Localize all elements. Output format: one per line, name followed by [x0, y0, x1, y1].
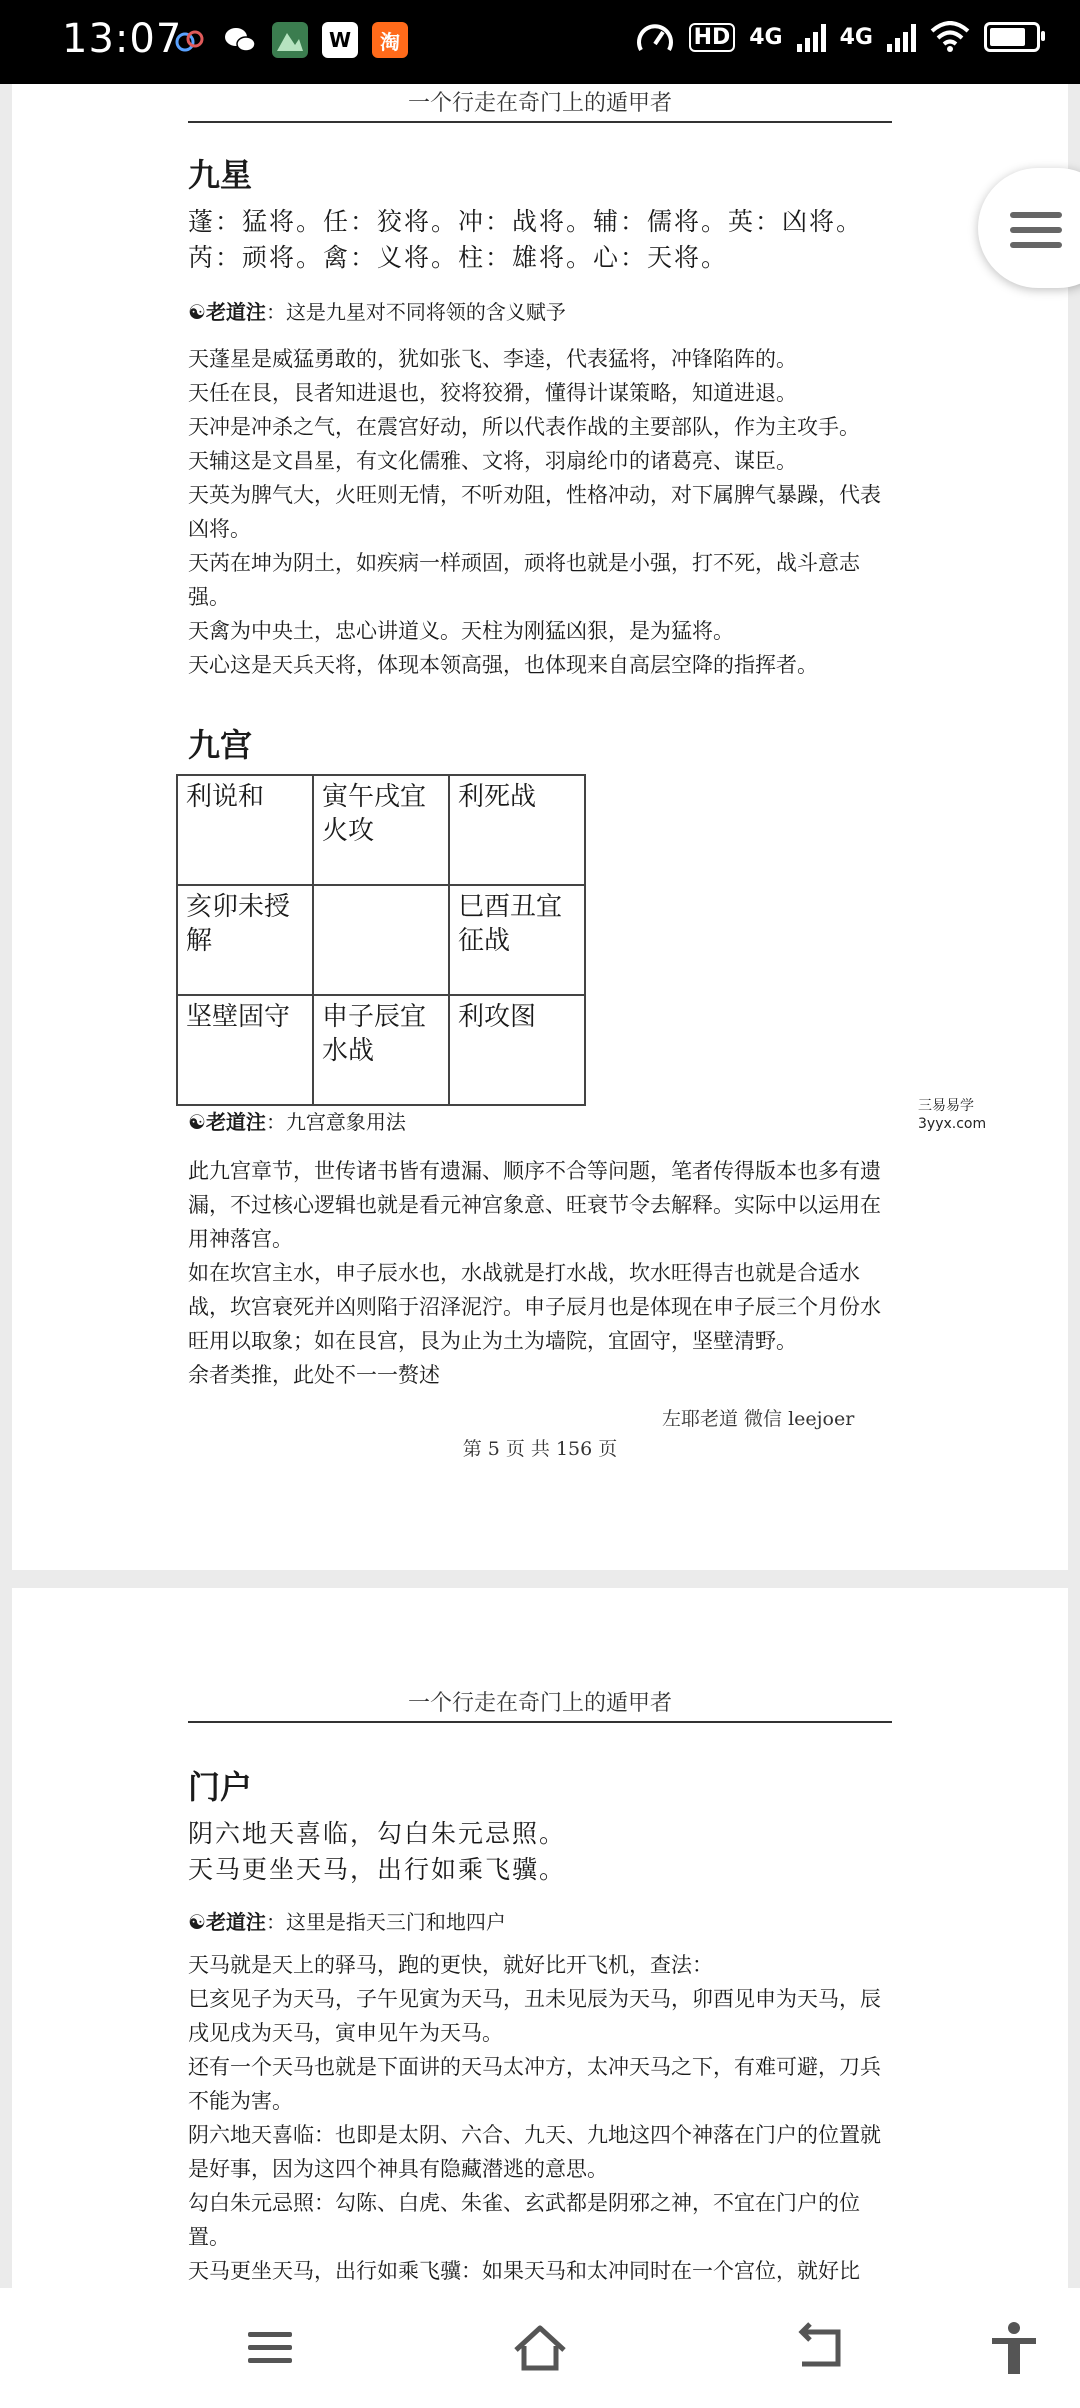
verse-block [188, 1816, 566, 1888]
weibo-app-icon [172, 22, 208, 58]
paragraph: 天辅这是文昌星，有文化儒雅、文将，羽扇纶巾的诸葛亮、谋臣。 [188, 449, 797, 473]
note-label: 老道注 [205, 300, 266, 324]
paragraph-block [188, 342, 888, 682]
wps-app-icon: W [322, 22, 358, 58]
grid-cell: 申子辰宜水战 [313, 995, 449, 1105]
grid-cell: 亥卯未授解 [177, 885, 313, 995]
signal-icon [797, 22, 826, 52]
nav-menu-button[interactable] [240, 2318, 300, 2378]
taobao-app-icon: 淘 [372, 22, 408, 58]
menu-icon [1010, 212, 1062, 257]
paragraph-block [188, 1948, 888, 2288]
accessibility-icon [986, 2320, 1042, 2376]
hd-voice-badge: HD [689, 23, 736, 52]
grid-cell: 坚壁固守 [177, 995, 313, 1105]
author-note: ☯老道注：九宫意象用法 [188, 1110, 406, 1134]
running-head: 一个行走在奇门上的遁甲者 [188, 1686, 892, 1723]
paragraph: 此九宫章节，世传诸书皆有遗漏、顺序不合等问题，笔者传得版本也多有遗漏，不过核心逻辑也就是看元神宫象意、旺衰节令去解释。实际中以运用在用神落宫。 [188, 1159, 881, 1251]
running-head: 一个行走在奇门上的遁甲者 [188, 86, 892, 123]
paragraph: 还有一个天马也就是下面讲的天马太冲方，太冲天马之下，有难可避，刀兵不能为害。 [188, 2055, 881, 2113]
grid-cell: 利说和 [177, 775, 313, 885]
note-label: 老道注 [205, 1910, 266, 1934]
paragraph: 阴六地天喜临：也即是太阴、六合、九天、九地这四个神落在门户的位置就是好事，因为这四个神具有隐藏潜逃的意思。 [188, 2123, 881, 2181]
wifi-icon [930, 21, 970, 53]
status-app-icons [172, 22, 408, 58]
verse-line: 芮：顽将。禽：义将。柱：雄将。心：天将。 [188, 243, 729, 272]
section-title-gates: 门户 [188, 1768, 253, 1806]
nav-accessibility-button[interactable] [984, 2318, 1044, 2378]
gallery-app-icon [272, 22, 308, 58]
battery-icon [984, 22, 1040, 52]
nav-home-button[interactable] [510, 2318, 570, 2378]
status-bar [0, 0, 1080, 84]
system-nav-bar [0, 2288, 1080, 2408]
yin-yang-icon: ☯ [188, 300, 206, 324]
author-note: ☯老道注：这是九星对不同将领的含义赋予 [188, 300, 566, 324]
yin-yang-icon: ☯ [188, 1910, 206, 1934]
document-page-6 [12, 1588, 1068, 2288]
nav-back-button[interactable] [790, 2318, 850, 2378]
note-text: 这里是指天三门和地四户 [285, 1910, 506, 1934]
footer-author: 左耶老道 微信 leejoer [662, 1408, 855, 1430]
paragraph: 巳亥见子为天马，子午见寅为天马，丑未见辰为天马，卯酉见申为天马，辰戌见戌为天马，寅申见午为天马。 [188, 1987, 881, 2045]
verse-line: 蓬：猛将。任：狡将。冲：战将。辅：儒将。英：凶将。 [188, 207, 864, 236]
watermark-line: 3yyx.com [918, 1116, 987, 1132]
note-text: 这是九星对不同将领的含义赋予 [285, 300, 566, 324]
back-icon [792, 2320, 848, 2376]
paragraph: 天心这是天兵天将，体现本领高强，也体现来自高层空降的指挥者。 [188, 653, 818, 677]
verse-line: 阴六地天喜临，勾白朱元忌照。 [188, 1819, 567, 1848]
network-type-2: 4G [839, 24, 873, 50]
author-note: ☯老道注：这里是指天三门和地四户 [188, 1910, 506, 1934]
paragraph: 天芮在坤为阴土，如疾病一样顽固，顽将也就是小强，打不死，战斗意志强。 [188, 551, 860, 609]
paragraph: 天马更坐天马，出行如乘飞骥：如果天马和太冲同时在一个宫位，就好比 [188, 2259, 860, 2283]
grid-cell: 利死战 [449, 775, 585, 885]
paragraph: 如在坎宫主水，申子辰水也，水战就是打水战，坎水旺得吉也就是合适水战，坎宫衰死并凶则陷于沼泽泥泞。申子辰月也是体现在申子辰三个月份水旺用以取象；如在艮宫，艮为止为土为墙院，宜固守，坚壁清野。 [188, 1261, 881, 1353]
yin-yang-icon: ☯ [188, 1110, 206, 1134]
verse-block [188, 204, 863, 276]
data-speed-icon [635, 20, 675, 54]
grid-cell: 巳酉丑宜征战 [449, 885, 585, 995]
page-number: 第 5 页 共 156 页 [462, 1438, 618, 1460]
paragraph: 勾白朱元忌照：勾陈、白虎、朱雀、玄武都是阴邪之神，不宜在门户的位置。 [188, 2191, 860, 2249]
grid-cell [313, 885, 449, 995]
menu-icon [242, 2320, 298, 2376]
wechat-app-icon [222, 22, 258, 58]
section-title-nine-stars: 九星 [188, 156, 253, 194]
paragraph-block [188, 1154, 888, 1392]
verse-line: 天马更坐天马，出行如乘飞骥。 [188, 1855, 567, 1884]
paragraph: 天蓬星是威猛勇敢的，犹如张飞、李逵，代表猛将，冲锋陷阵的。 [188, 347, 797, 371]
signal-icon-2 [887, 22, 916, 52]
paragraph: 天马就是天上的驿马，跑的更快，就好比开飞机，查法： [188, 1953, 713, 1977]
home-icon [512, 2320, 568, 2376]
paragraph: 天任在艮，艮者知进退也，狡将狡猾，懂得计谋策略，知道进退。 [188, 381, 797, 405]
watermark [918, 1097, 986, 1133]
note-label: 老道注 [205, 1110, 266, 1134]
section-title-nine-palaces: 九宫 [188, 726, 253, 764]
status-indicators [635, 20, 1040, 54]
nine-palace-grid [176, 774, 586, 1106]
paragraph: 天冲是冲杀之气，在震宫好动，所以代表作战的主要部队，作为主攻手。 [188, 415, 860, 439]
network-type-1: 4G [749, 24, 783, 50]
status-time: 13:07 [62, 16, 183, 62]
paragraph: 天禽为中央土，忠心讲道义。天柱为刚猛凶狠，是为猛将。 [188, 619, 734, 643]
grid-cell: 利攻图 [449, 995, 585, 1105]
paragraph: 余者类推，此处不一一赘述 [188, 1363, 440, 1387]
watermark-line: 三易易学 [918, 1098, 974, 1114]
document-page-5 [12, 84, 1068, 1570]
paragraph: 天英为脾气大，火旺则无情，不听劝阻，性格冲动，对下属脾气暴躁，代表凶将。 [188, 483, 881, 541]
grid-cell: 寅午戌宜火攻 [313, 775, 449, 885]
note-text: 九宫意象用法 [285, 1110, 406, 1134]
watermark-mask [822, 1108, 912, 1148]
